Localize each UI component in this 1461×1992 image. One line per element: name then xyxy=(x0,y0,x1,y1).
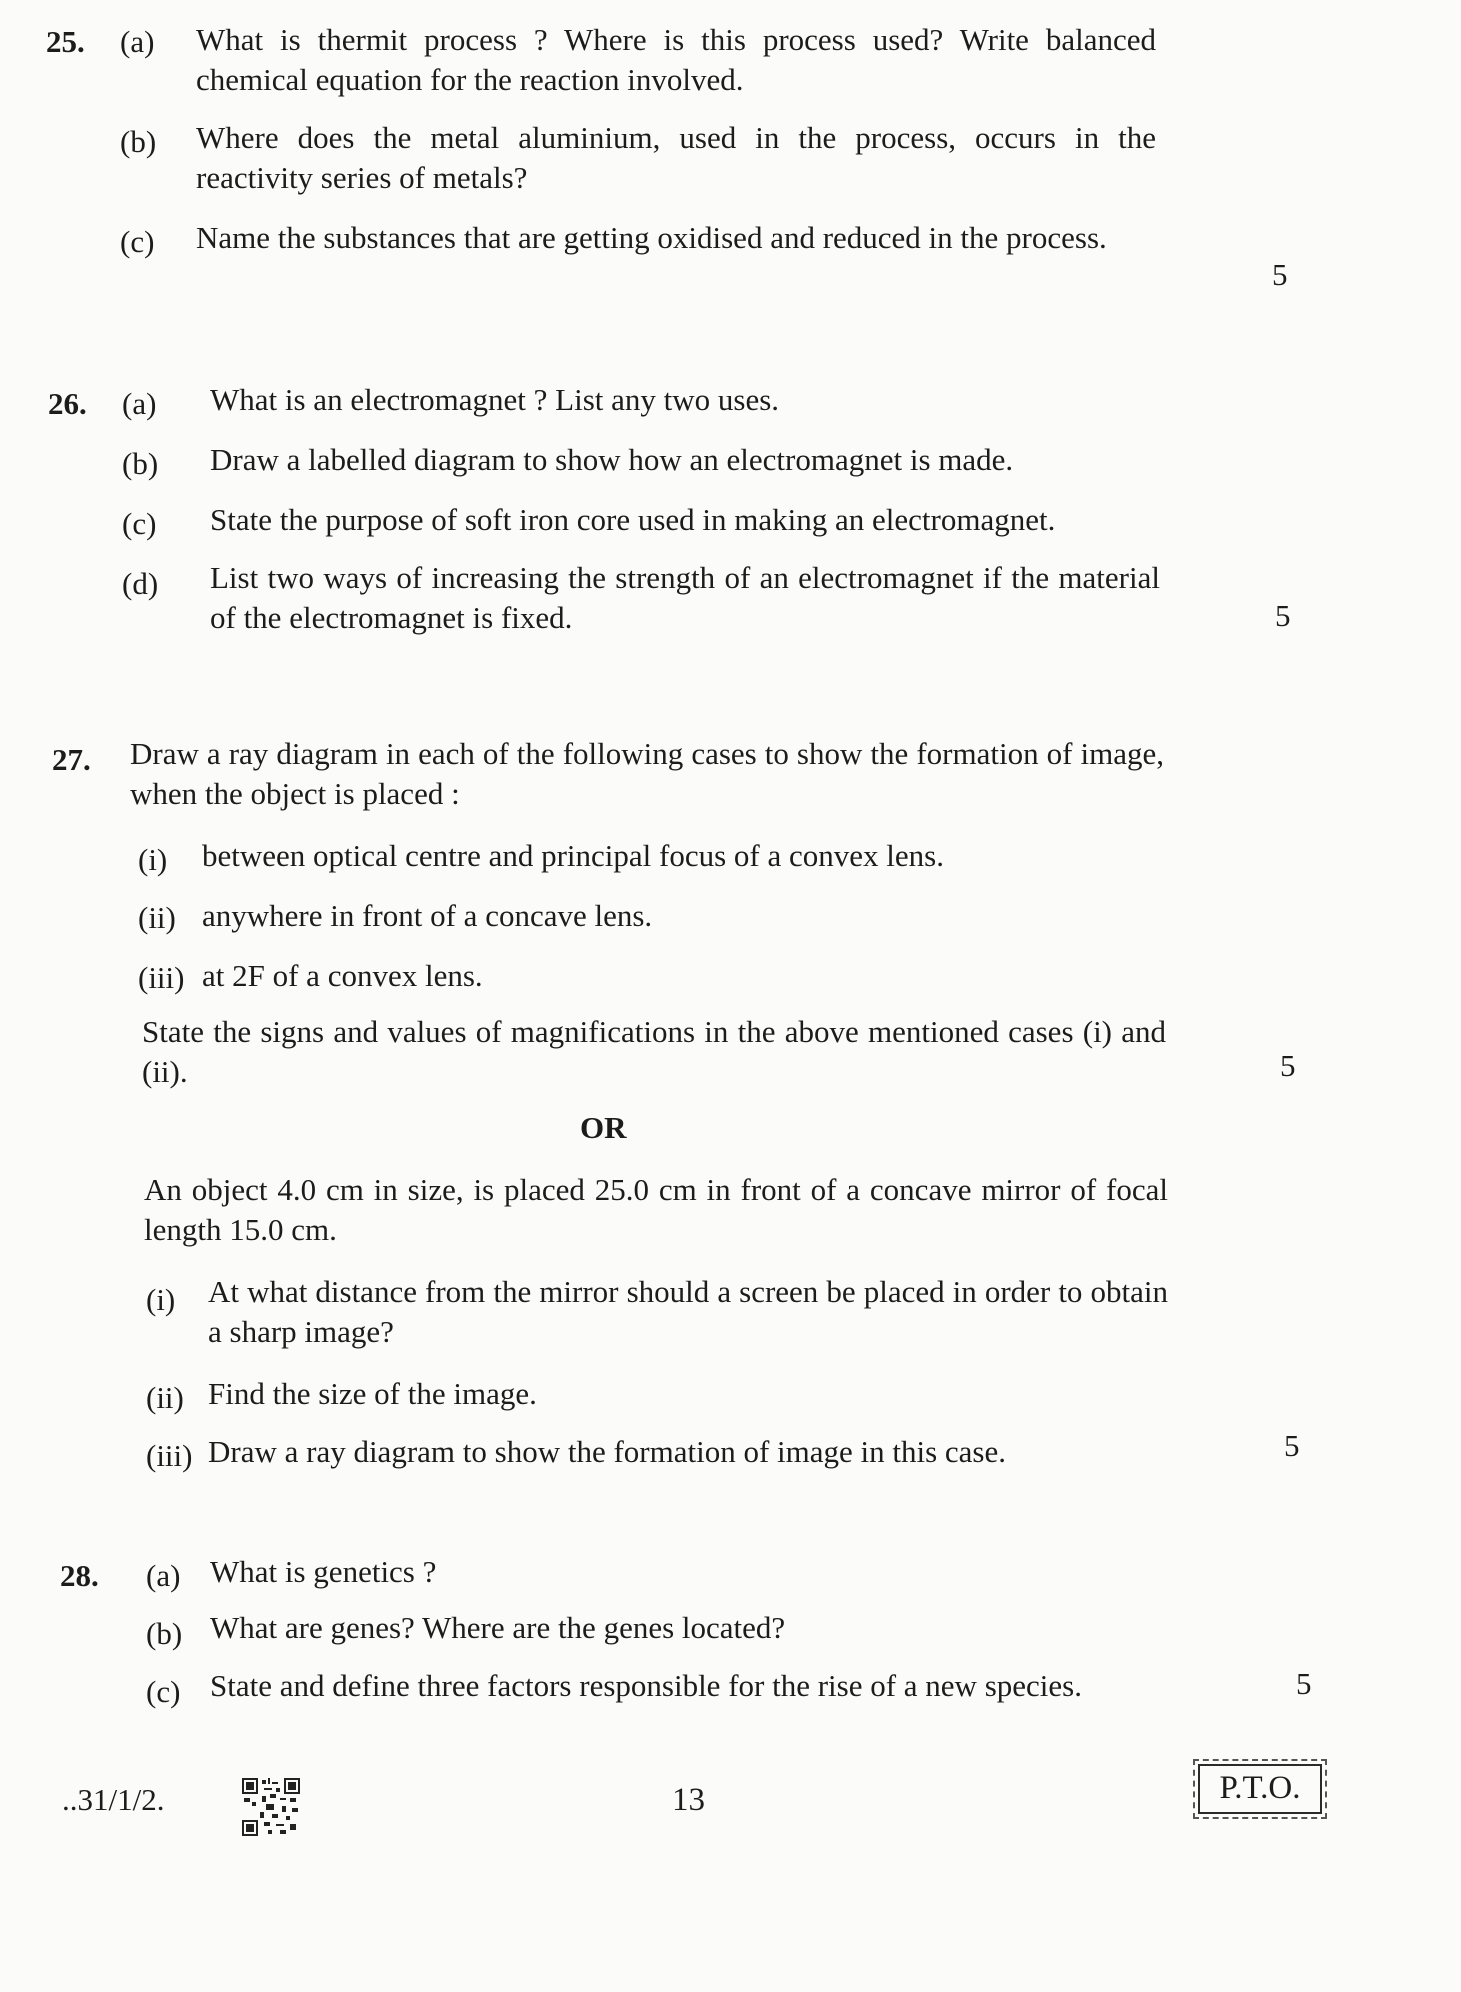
part-text: between optical centre and principal focus of a convex lens. xyxy=(202,838,944,873)
pto-box: P.T.O. xyxy=(1198,1764,1322,1814)
question-intro: Draw a ray diagram in each of the following cases to show the formation of image, when the object is placed : xyxy=(130,736,1164,811)
part-text: What is thermit process ? Where is this process used? Write balanced chemical equation for the reaction involved. xyxy=(196,22,1156,97)
part-text: Draw a ray diagram to show the formation of image in this case. xyxy=(208,1434,1007,1469)
part-text: What are genes? Where are the genes located? xyxy=(210,1610,786,1645)
part-text: anywhere in front of a concave lens. xyxy=(202,898,653,933)
part-text: List two ways of increasing the strength of an electromagnet if the material of the electromagnet is fixed. xyxy=(210,560,1160,635)
part-label: (i) xyxy=(138,842,168,877)
question-number: 27. xyxy=(52,742,91,777)
magnification-instruction: State the signs and values of magnifications in the above mentioned cases (i) and (ii). xyxy=(142,1014,1166,1089)
part-label: (c) xyxy=(122,506,157,541)
question-number: 26. xyxy=(48,386,87,421)
part-label: (a) xyxy=(146,1558,181,1593)
part-label: (c) xyxy=(146,1674,181,1709)
part-text: State the purpose of soft iron core used in making an electromagnet. xyxy=(210,502,1056,537)
marks: 5 xyxy=(1296,1666,1312,1701)
part-text: At what distance from the mirror should a screen be placed in order to obtain a sharp image? xyxy=(208,1274,1168,1349)
marks: 5 xyxy=(1280,1048,1296,1083)
question-number: 28. xyxy=(60,1558,99,1593)
marks: 5 xyxy=(1272,257,1288,292)
part-text: Where does the metal aluminium, used in the process, occurs in the reactivity series of metals? xyxy=(196,120,1156,195)
part-text: State and define three factors responsible for the rise of a new species. xyxy=(210,1668,1082,1703)
page-number: 13 xyxy=(672,1782,705,1818)
qr-code-icon xyxy=(242,1778,300,1836)
part-text: at 2F of a convex lens. xyxy=(202,958,483,993)
part-label: (iii) xyxy=(146,1438,193,1473)
part-label: (ii) xyxy=(138,900,176,935)
part-label: (b) xyxy=(120,124,157,159)
part-text: What is an electromagnet ? List any two uses. xyxy=(210,382,780,417)
marks: 5 xyxy=(1275,598,1291,633)
part-label: (ii) xyxy=(146,1380,184,1415)
part-label: (b) xyxy=(122,446,159,481)
part-label: (a) xyxy=(122,386,157,421)
part-label: (iii) xyxy=(138,960,185,995)
part-text: Draw a labelled diagram to show how an electromagnet is made. xyxy=(210,442,1014,477)
marks: 5 xyxy=(1284,1428,1300,1463)
part-label: (d) xyxy=(122,566,159,601)
part-text: Find the size of the image. xyxy=(208,1376,537,1411)
part-label: (i) xyxy=(146,1282,176,1317)
alternative-intro: An object 4.0 cm in size, is placed 25.0 cm in front of a concave mirror of focal length 15.0 cm. xyxy=(144,1172,1168,1247)
part-text: Name the substances that are getting oxidised and reduced in the process. xyxy=(196,220,1107,255)
or-separator: OR xyxy=(580,1110,627,1145)
part-label: (c) xyxy=(120,224,155,259)
part-text: What is genetics ? xyxy=(210,1554,437,1589)
part-label: (a) xyxy=(120,24,155,59)
part-label: (b) xyxy=(146,1616,183,1651)
question-number: 25. xyxy=(46,24,85,59)
paper-code: ..31/1/2. xyxy=(62,1782,165,1817)
